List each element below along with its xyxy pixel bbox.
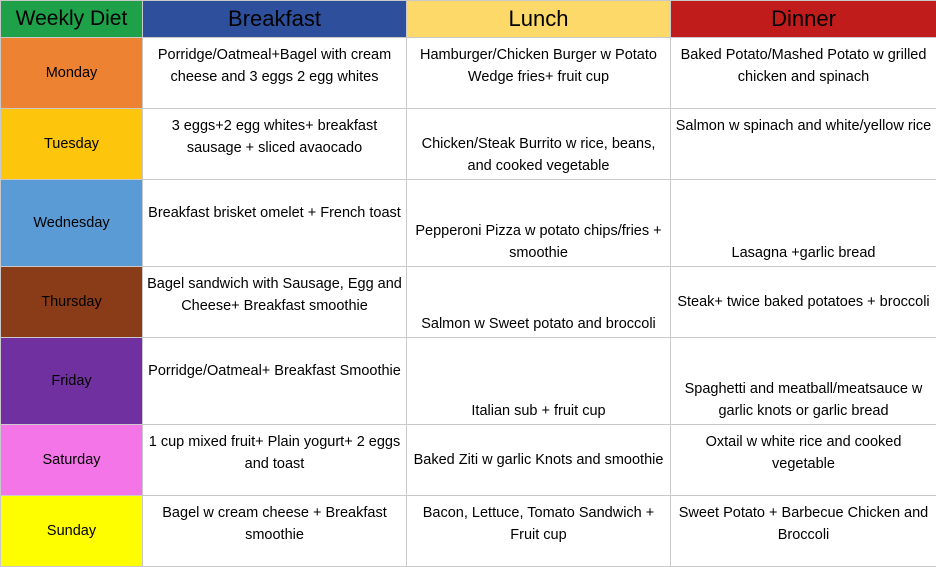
thursday-breakfast: Bagel sandwich with Sausage, Egg and Cheese+ Breakfast smoothie xyxy=(143,267,407,338)
wednesday-dinner: Lasagna +garlic bread xyxy=(671,180,936,267)
header-weekly-diet: Weekly Diet xyxy=(1,1,143,38)
tuesday-lunch: Chicken/Steak Burrito w rice, beans, and cooked vegetable xyxy=(407,109,671,180)
wednesday-breakfast: Breakfast brisket omelet + French toast xyxy=(143,180,407,267)
table-row xyxy=(1,180,936,267)
thursday-dinner: Steak+ twice baked potatoes + broccoli xyxy=(671,267,936,338)
thursday-lunch: Salmon w Sweet potato and broccoli xyxy=(407,267,671,338)
table-row xyxy=(1,425,936,496)
day-monday: Monday xyxy=(1,38,143,109)
sunday-dinner: Sweet Potato + Barbecue Chicken and Broccoli xyxy=(671,496,936,567)
table-row xyxy=(1,109,936,180)
table-row xyxy=(1,338,936,425)
tuesday-dinner: Salmon w spinach and white/yellow rice xyxy=(671,109,936,180)
saturday-breakfast: 1 cup mixed fruit+ Plain yogurt+ 2 eggs and toast xyxy=(143,425,407,496)
header-breakfast: Breakfast xyxy=(143,1,407,38)
tuesday-breakfast: 3 eggs+2 egg whites+ breakfast sausage + sliced avaocado xyxy=(143,109,407,180)
header-row xyxy=(1,1,936,38)
header-lunch: Lunch xyxy=(407,1,671,38)
monday-lunch: Hamburger/Chicken Burger w Potato Wedge fries+ fruit cup xyxy=(407,38,671,109)
day-friday: Friday xyxy=(1,338,143,425)
header-dinner: Dinner xyxy=(671,1,936,38)
day-saturday: Saturday xyxy=(1,425,143,496)
sunday-lunch: Bacon, Lettuce, Tomato Sandwich + Fruit cup xyxy=(407,496,671,567)
sunday-breakfast: Bagel w cream cheese + Breakfast smoothie xyxy=(143,496,407,567)
friday-breakfast: Porridge/Oatmeal+ Breakfast Smoothie xyxy=(143,338,407,425)
monday-dinner: Baked Potato/Mashed Potato w grilled chicken and spinach xyxy=(671,38,936,109)
saturday-dinner: Oxtail w white rice and cooked vegetable xyxy=(671,425,936,496)
table-row xyxy=(1,496,936,567)
day-thursday: Thursday xyxy=(1,267,143,338)
friday-dinner: Spaghetti and meatball/meatsauce w garlic knots or garlic bread xyxy=(671,338,936,425)
saturday-lunch: Baked Ziti w garlic Knots and smoothie xyxy=(407,425,671,496)
table-row xyxy=(1,267,936,338)
monday-breakfast: Porridge/Oatmeal+Bagel with cream cheese and 3 eggs 2 egg whites xyxy=(143,38,407,109)
table-row xyxy=(1,38,936,109)
day-tuesday: Tuesday xyxy=(1,109,143,180)
day-wednesday: Wednesday xyxy=(1,180,143,267)
day-sunday: Sunday xyxy=(1,496,143,567)
wednesday-lunch: Pepperoni Pizza w potato chips/fries + smoothie xyxy=(407,180,671,267)
friday-lunch: Italian sub + fruit cup xyxy=(407,338,671,425)
